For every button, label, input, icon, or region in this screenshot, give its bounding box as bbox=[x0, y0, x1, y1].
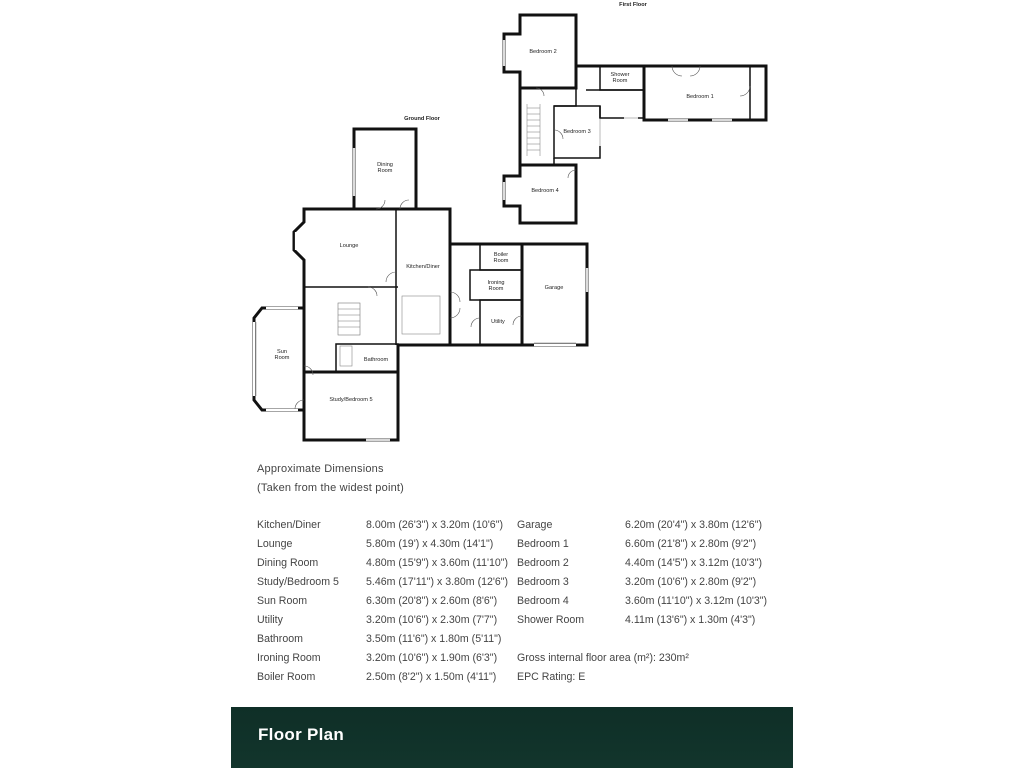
dimension-row-shower-room bbox=[517, 614, 777, 633]
bedroom-1-outline bbox=[644, 66, 766, 120]
staircase bbox=[527, 104, 540, 156]
boiler-room-label-line1: Boiler bbox=[493, 252, 509, 258]
dimension-label: Utility bbox=[257, 614, 283, 626]
boiler-room-label-line2: Room bbox=[493, 258, 509, 264]
bedroom-3-label: Bedroom 3 bbox=[563, 129, 591, 135]
dimension-row-garage bbox=[517, 519, 777, 538]
dimension-row-utility bbox=[257, 614, 507, 633]
dining-room-label-line2: Room bbox=[377, 168, 393, 174]
dimension-label: Boiler Room bbox=[257, 671, 316, 683]
dimension-label: Bathroom bbox=[257, 633, 303, 645]
footer-title: Floor Plan bbox=[258, 725, 345, 744]
dimension-value: 3.20m (10'6") x 2.30m (7'7") bbox=[366, 614, 498, 626]
study-bedroom-5-label: Study/Bedroom 5 bbox=[329, 397, 373, 403]
bedroom-1-label: Bedroom 1 bbox=[686, 94, 714, 100]
dimension-row-study-bedroom-5 bbox=[257, 576, 507, 595]
dimensions-title: Approximate Dimensions bbox=[257, 463, 384, 475]
bedroom-4-label: Bedroom 4 bbox=[531, 188, 559, 194]
bedroom-2-label: Bedroom 2 bbox=[529, 49, 557, 55]
garage-label: Garage bbox=[544, 285, 564, 291]
dimension-value: 5.80m (19') x 4.30m (14'1") bbox=[366, 538, 494, 550]
shower-room-label-line2: Room bbox=[612, 78, 628, 84]
dimension-row-boiler-room bbox=[257, 671, 507, 690]
first-floor-plan bbox=[504, 2, 766, 223]
shower-room-label-line1: Shower bbox=[610, 72, 630, 78]
dimension-value: 3.20m (10'6") x 2.80m (9'2") bbox=[625, 576, 757, 588]
bathroom-label: Bathroom bbox=[363, 357, 389, 363]
lounge-label: Lounge bbox=[339, 243, 359, 249]
dimension-row-bathroom bbox=[257, 633, 507, 652]
dimension-row-ironing-room bbox=[257, 652, 507, 671]
dimension-value: 6.30m (20'8") x 2.60m (8'6") bbox=[366, 595, 498, 607]
footer-banner bbox=[231, 707, 793, 768]
dimension-row-bedroom-4 bbox=[517, 595, 777, 614]
dining-room-label-line1: Dining bbox=[377, 162, 393, 168]
utility-label: Utility bbox=[491, 319, 505, 325]
utility-block-outline bbox=[450, 244, 522, 345]
bedroom-4-outline bbox=[504, 165, 576, 223]
dimension-row-lounge bbox=[257, 538, 507, 557]
dimension-row-dining-room bbox=[257, 557, 507, 576]
ironing-room-label-line1: Ironing bbox=[487, 280, 505, 286]
epc-rating: EPC Rating: E bbox=[517, 671, 586, 683]
dimension-row-sun-room bbox=[257, 595, 507, 614]
lounge-kitchen-outline bbox=[294, 209, 450, 372]
kitchen-diner-label: Kitchen/Diner bbox=[406, 264, 440, 270]
dimension-label: Bedroom 1 bbox=[517, 538, 569, 550]
dimension-label: Study/Bedroom 5 bbox=[257, 576, 339, 588]
ground-floor-title: Ground Floor bbox=[404, 116, 440, 122]
dimension-label: Sun Room bbox=[257, 595, 308, 607]
dimension-label: Bedroom 4 bbox=[517, 595, 569, 607]
dimension-label: Bedroom 3 bbox=[517, 576, 569, 588]
ironing-room-label-line2: Room bbox=[488, 286, 504, 292]
dimension-value: 4.11m (13'6") x 1.30m (4'3") bbox=[625, 614, 756, 626]
dimension-value: 6.20m (20'4") x 3.80m (12'6") bbox=[625, 519, 762, 531]
dimension-value: 3.60m (11'10") x 3.12m (10'3") bbox=[625, 595, 768, 607]
gross-internal-area: Gross internal floor area (m²): 230m² bbox=[517, 652, 689, 664]
study-bedroom-5-outline bbox=[304, 372, 398, 440]
dimension-value: 5.46m (17'11") x 3.80m (12'6") bbox=[366, 576, 509, 588]
dimension-label: Kitchen/Diner bbox=[257, 519, 321, 531]
dimension-value: 3.50m (11'6") x 1.80m (5'11") bbox=[366, 633, 502, 645]
dimension-value: 2.50m (8'2") x 1.50m (4'11") bbox=[366, 671, 497, 683]
dimensions-left-column bbox=[257, 519, 507, 690]
dimension-value: 6.60m (21'8") x 2.80m (9'2") bbox=[625, 538, 757, 550]
dimensions-right-column bbox=[517, 519, 777, 633]
dimension-value: 3.20m (10'6") x 1.90m (6'3") bbox=[366, 652, 498, 664]
sun-room-label-line1: Sun bbox=[277, 349, 287, 355]
dimension-label: Shower Room bbox=[517, 614, 585, 626]
dimension-row-bedroom-2 bbox=[517, 557, 777, 576]
dimensions-subtitle: (Taken from the widest point) bbox=[257, 482, 405, 494]
dimension-value: 8.00m (26'3") x 3.20m (10'6") bbox=[366, 519, 503, 531]
dimension-label: Dining Room bbox=[257, 557, 319, 569]
ground-staircase bbox=[338, 303, 360, 335]
dimension-label: Bedroom 2 bbox=[517, 557, 569, 569]
dimension-row-bedroom-1 bbox=[517, 538, 777, 557]
first-floor-title: First Floor bbox=[619, 2, 647, 8]
dimension-label: Lounge bbox=[257, 538, 293, 550]
dimension-value: 4.40m (14'5") x 3.12m (10'3") bbox=[625, 557, 762, 569]
dimension-value: 4.80m (15'9") x 3.60m (11'10") bbox=[366, 557, 509, 569]
sun-room-label-line2: Room bbox=[274, 355, 290, 361]
dimension-label: Ironing Room bbox=[257, 652, 321, 664]
dimension-row-kitchen-diner bbox=[257, 519, 507, 538]
dimension-label: Garage bbox=[517, 519, 553, 531]
garage-outline bbox=[522, 244, 587, 345]
dimension-row-bedroom-3 bbox=[517, 576, 777, 595]
